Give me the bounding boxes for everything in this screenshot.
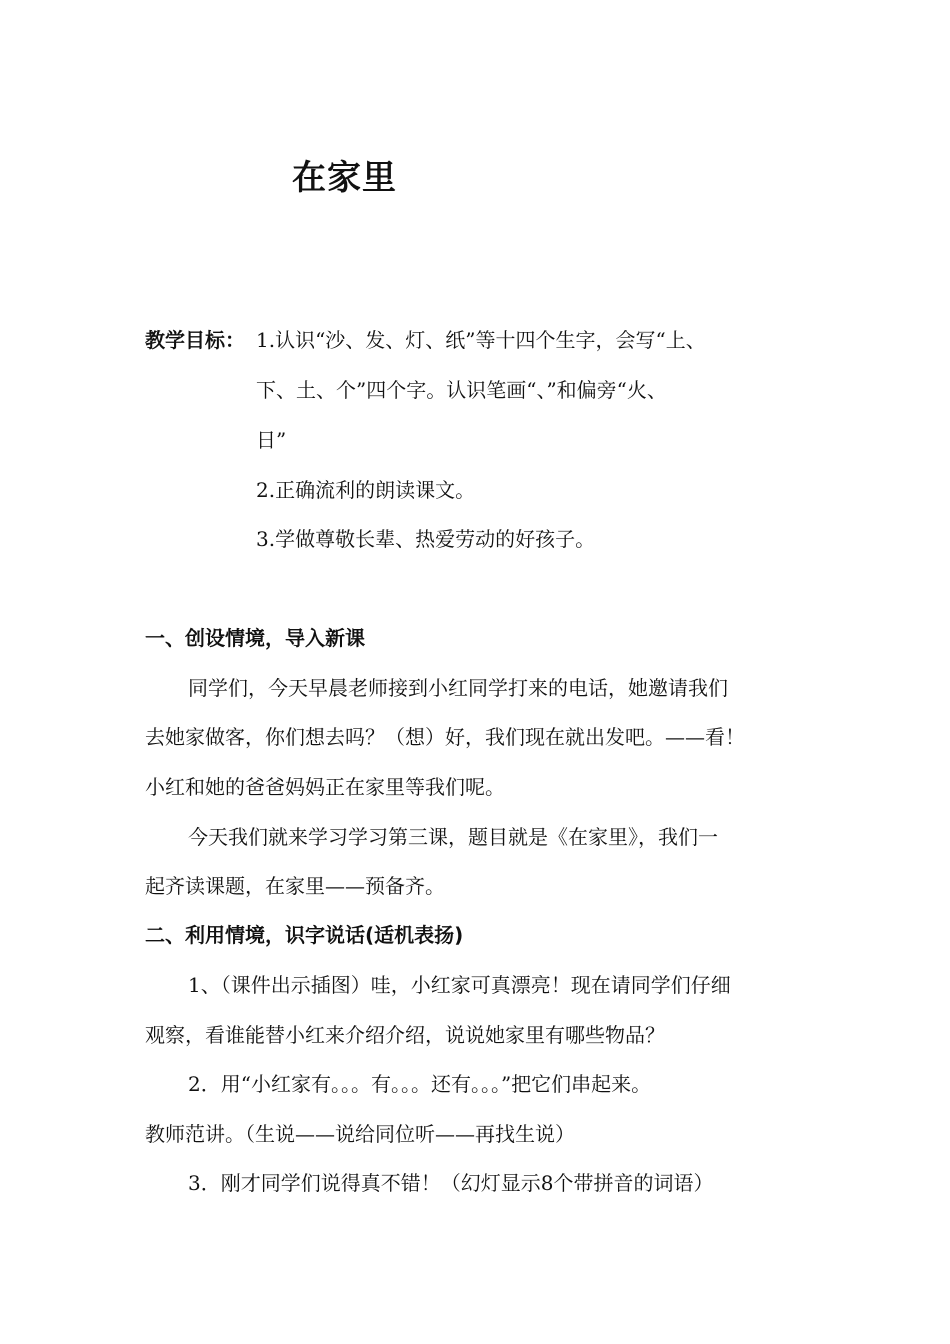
section-1-paragraph-2-line-1: 今天我们就来学习学习第三课，题目就是《在家里》，我们一 — [188, 825, 718, 849]
objective-2: 2.正确流利的朗读课文。 — [256, 478, 476, 502]
section-2-paragraph-3-line-1: 3．刚才同学们说得真不错！（幻灯显示8个带拼音的词语） — [188, 1171, 714, 1195]
objective-3: 3.学做尊敬长辈、热爱劳动的好孩子。 — [256, 527, 596, 551]
section-1-paragraph-1-line-3: 小红和她的爸爸妈妈正在家里等我们呢。 — [145, 775, 505, 799]
section-1-paragraph-1-line-1: 同学们，今天早晨老师接到小红同学打来的电话，她邀请我们 — [188, 676, 728, 700]
section-1-paragraph-2-line-2: 起齐读课题，在家里——预备齐。 — [145, 874, 445, 898]
section-2-paragraph-2-line-1: 2．用“小红家有。。。有。。。还有。。。”把它们串起来。 — [188, 1072, 652, 1096]
section-2-paragraph-1-line-2: 观察，看谁能替小红来介绍介绍，说说她家里有哪些物品？ — [145, 1023, 665, 1047]
section-1-heading: 一、创设情境，导入新课 — [145, 626, 365, 650]
objective-1-line-1: 1.认识“沙、发、灯、纸”等十四个生字，会写“上、 — [256, 328, 706, 352]
objective-1-line-2: 下、土、个”四个字。认识笔画“、”和偏旁“火、 — [256, 378, 667, 402]
objectives-label: 教学目标： — [145, 328, 245, 352]
document-title: 在家里 — [292, 158, 397, 198]
objective-1-line-3: 日” — [256, 428, 287, 452]
section-2-paragraph-1-line-1: 1、（课件出示插图）哇，小红家可真漂亮！现在请同学们仔细 — [188, 973, 731, 997]
section-1-paragraph-1-line-2: 去她家做客，你们想去吗？（想）好，我们现在就出发吧。——看！ — [145, 725, 745, 749]
section-2-paragraph-2-line-2: 教师范讲。（生说——说给同位听——再找生说） — [145, 1122, 575, 1146]
section-2-heading: 二、利用情境，识字说话(适机表扬) — [145, 923, 464, 947]
